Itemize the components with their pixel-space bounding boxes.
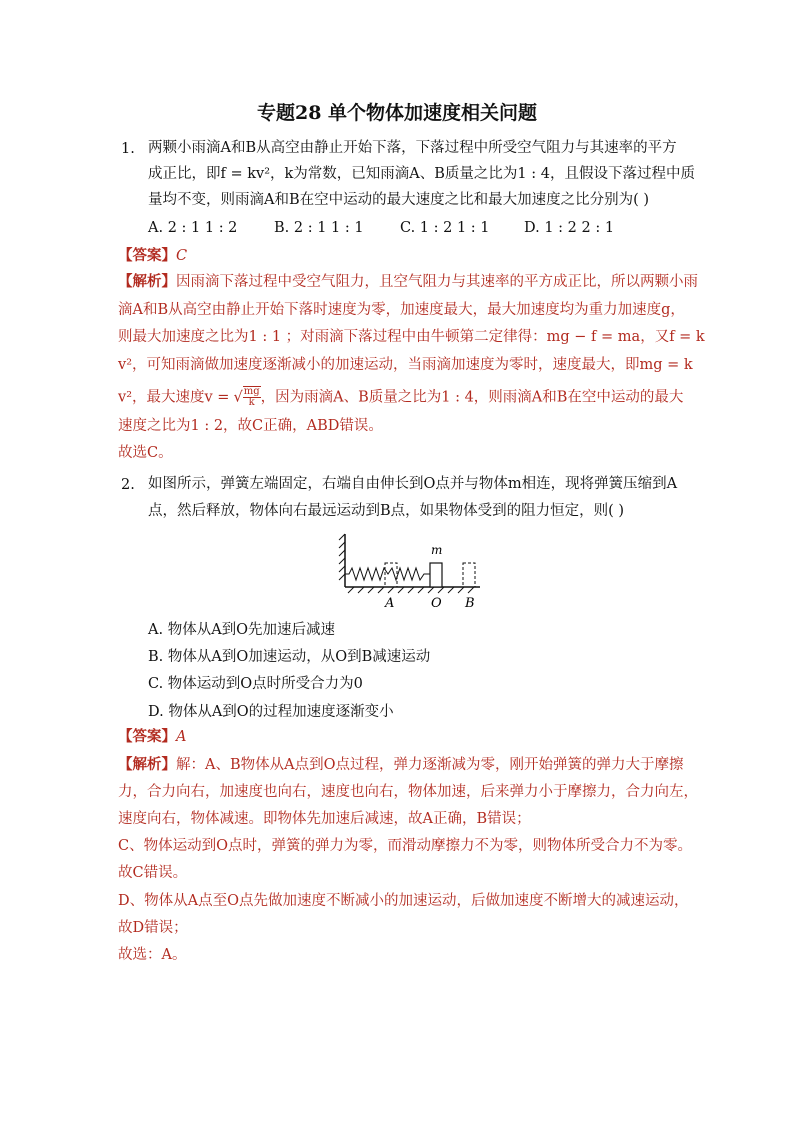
analysis-text: 因雨滴下落过程中受空气阻力，且空气阻力与其速率的平方成正比，所以两颗小雨: [176, 274, 698, 290]
mass-block: [430, 563, 442, 587]
question-1-analysis-line-3: 则最大加速度之比为1 : 1 ；对雨滴下落过程中由牛顿第二定律得：mg − f = ma，又f = k: [118, 329, 705, 345]
label-a: A: [385, 596, 395, 611]
question-1-analysis-line-2: 滴A和B从高空由静止开始下落时速度为零，加速度最大，最大加速度均为重力加速度g，: [118, 302, 685, 318]
question-2-line-2: 点，然后释放，物体向右最远运动到B点，如果物体受到的阻力恒定，则( ): [148, 503, 625, 519]
question-2-answer: [118, 727, 186, 747]
sqrt-sign: √: [233, 389, 243, 406]
question-1-option-a[interactable]: A. 2 : 1 1 : 2: [148, 220, 238, 236]
question-2-analysis-line-2: 力，合力向右，加速度也向右，速度也向右，物体加速，后来弹力小于摩擦力，合力向左，: [118, 784, 698, 800]
analysis-label: 【解析】: [118, 273, 176, 290]
fraction-denominator: k: [248, 397, 255, 408]
fraction-numerator: mg: [243, 386, 260, 397]
spring: [345, 568, 430, 580]
question-2-option-a[interactable]: A. 物体从A到O先加速后减速: [148, 622, 336, 638]
max-speed-text: v²，最大速度v =: [118, 389, 230, 406]
question-1-line-3: 量均不变，则雨滴A和B在空中运动的最大速度之比和最大加速度之比分别为( ): [148, 192, 650, 208]
question-2-analysis-line-5: 故C错误。: [118, 865, 188, 881]
question-1-line-1: 两颗小雨滴A和B从高空由静止开始下落，下落过程中所受空气阻力与其速率的平方: [148, 140, 677, 156]
question-2-analysis-line-6: D、物体从A点至O点先做加速度不断减小的加速运动，后做加速度不断增大的减速运动，: [118, 893, 689, 909]
ground-hatching: [348, 587, 474, 593]
analysis-label: 【解析】: [118, 756, 176, 773]
answer-value: A: [176, 729, 187, 745]
question-2-analysis-line-7: 故D错误；: [118, 920, 188, 936]
position-b-box: [463, 563, 475, 587]
label-m: m: [431, 543, 443, 557]
answer-label: 【答案】: [118, 728, 176, 745]
position-a-box: [385, 563, 397, 587]
question-2-analysis-line-4: C、物体运动到O点时，弹簧的弹力为零，而滑动摩擦力不为零，则物体所受合力不为零。: [118, 838, 692, 854]
speed-fraction: [243, 387, 261, 408]
spring-diagram: [330, 530, 490, 612]
label-b: B: [465, 596, 475, 611]
question-1-analysis-line-6: 速度之比为1 : 2，故C正确，ABD错误。: [118, 418, 383, 434]
question-2-option-c[interactable]: C. 物体运动到O点时所受合力为0: [148, 676, 363, 692]
question-2-number: 2.: [121, 477, 135, 493]
question-2-line-1: 如图所示，弹簧左端固定，右端自由伸长到O点并与物体m相连，现将弹簧压缩到A: [148, 476, 678, 492]
question-2-option-d[interactable]: D. 物体从A到O的过程加速度逐渐变小: [148, 704, 394, 720]
question-2-analysis-line-1: [118, 755, 683, 775]
question-2-option-b[interactable]: B. 物体从A到O加速运动，从O到B减速运动: [148, 649, 431, 665]
answer-label: 【答案】: [118, 247, 176, 264]
question-1-conclusion: 故选C。: [118, 445, 173, 461]
question-2-analysis-line-8: 故选：A。: [118, 947, 187, 963]
analysis-text: 解：A、B物体从A点到O点过程，弹力逐渐减为零，刚开始弹簧的弹力大于摩擦: [176, 757, 684, 773]
question-1-analysis-line-4: v²，可知雨滴做加速度逐渐减小的加速运动，当雨滴加速度为零时，速度最大，即mg = k: [118, 357, 693, 373]
question-1-option-d[interactable]: D. 1 : 2 2 : 1: [524, 220, 615, 236]
question-2-analysis-line-3: 速度向右，物体减速。即物体先加速后减速，故A正确，B错误；: [118, 811, 531, 827]
question-1-option-b[interactable]: B. 2 : 1 1 : 1: [274, 220, 364, 236]
question-1-line-2: 成正比，即f = kv²，k为常数，已知雨滴A、B质量之比为1 : 4，且假设下落过程中质: [148, 166, 695, 182]
max-speed-text-cont: ，因为雨滴A、B质量之比为1 : 4，则雨滴A和B在空中运动的最大: [260, 389, 684, 406]
question-1-analysis-line-5: [118, 386, 683, 408]
answer-value: C: [176, 248, 188, 264]
page-title: 专题28 单个物体加速度相关问题: [256, 102, 538, 124]
question-1-number: 1.: [121, 141, 135, 157]
label-o: O: [431, 596, 442, 611]
question-1-option-c[interactable]: C. 1 : 2 1 : 1: [400, 220, 490, 236]
wall-hatching: [339, 534, 345, 580]
question-1-answer: [118, 246, 187, 266]
question-1-analysis-line-1: [118, 272, 698, 292]
